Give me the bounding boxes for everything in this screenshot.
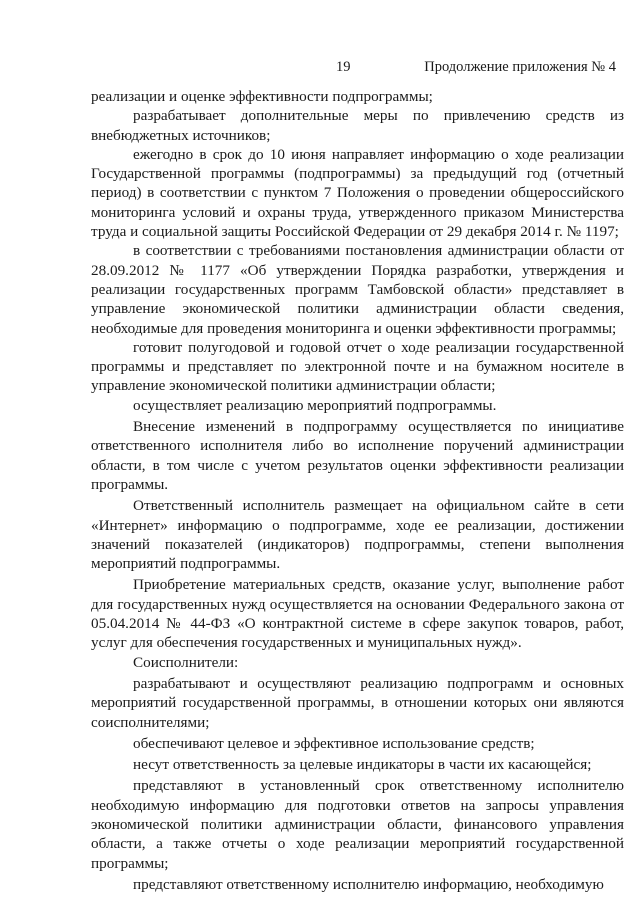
paragraph: готовит полугодовой и годовой отчет о ходе реализации государственной программы и представляет по электронной почте и на бумажном носителе в управление экономической политики администрации области;: [91, 338, 624, 395]
paragraph: в соответствии с требованиями постановления администрации области от 28.09.2012 № 1177 «Об утверждении Порядка разработки, утверждения и реализации государственных программ Тамбовской области» представляет в управление экономической политики администрации области сведения, необходимые для проведения мониторинга и оценки эффективности программы;: [91, 242, 624, 337]
page-number: 19: [336, 59, 351, 75]
paragraph: реализации и оценке эффективности подпрограммы;: [91, 88, 433, 105]
paragraph: обеспечивают целевое и эффективное использование средств;: [133, 734, 535, 752]
paragraph: представляют в установленный срок ответственному исполнителю необходимую информацию для подготовки ответов на запросы управления экономической политики администрации области, финансового управления области, а также отчеты о ходе реализации мероприятий государственной программы;: [91, 777, 624, 872]
paragraph: осуществляет реализацию мероприятий подпрограммы.: [133, 396, 497, 414]
continuation-note: Продолжение приложения № 4: [424, 59, 616, 75]
document-body: [91, 87, 624, 894]
paragraph: ежегодно в срок до 10 июня направляет информацию о ходе реализации Государственной программы (подпрограммы) за предыдущий год (отчетный период) в соответствии с пунктом 7 Положения о проведении общероссийского мониторинга условий и охраны труда, утвержденного приказом Министерства труда и социальной защиты Российской Федерации от 29 декабря 2014 г. № 1197;: [91, 145, 624, 241]
paragraph: представляют ответственному исполнителю информацию, необходимую: [133, 875, 604, 893]
paragraph: Приобретение материальных средств, оказание услуг, выполнение работ для государственных нужд осуществляется на основании Федерального закона от 05.04.2014 № 44-ФЗ «О контрактной системе в сфере закупок товаров, работ, услуг для обеспечения государственных и муниципальных нужд».: [91, 576, 624, 652]
paragraph: Соисполнители:: [133, 653, 239, 671]
paragraph: Внесение изменений в подпрограмму осуществляется по инициативе ответственного исполнителя либо во исполнение поручений администрации области, в том числе с учетом результатов оценки эффективности реализации программы.: [91, 418, 624, 493]
paragraph: разрабатывает дополнительные меры по привлечению средств из внебюджетных источников;: [91, 107, 624, 144]
paragraph: Ответственный исполнитель размещает на официальном сайте в сети «Интернет» информацию о подпрограмме, ходе ее реализации, достижении значений показателей (индикаторов) подпрограммы, степени выполнения мероприятий подпрограммы.: [91, 497, 624, 573]
paragraph: разрабатывают и осуществляют реализацию подпрограмм и основных мероприятий государственной программы, в отношении которых они являются соисполнителями;: [91, 674, 624, 731]
paragraph: несут ответственность за целевые индикаторы в части их касающейся;: [133, 756, 592, 774]
